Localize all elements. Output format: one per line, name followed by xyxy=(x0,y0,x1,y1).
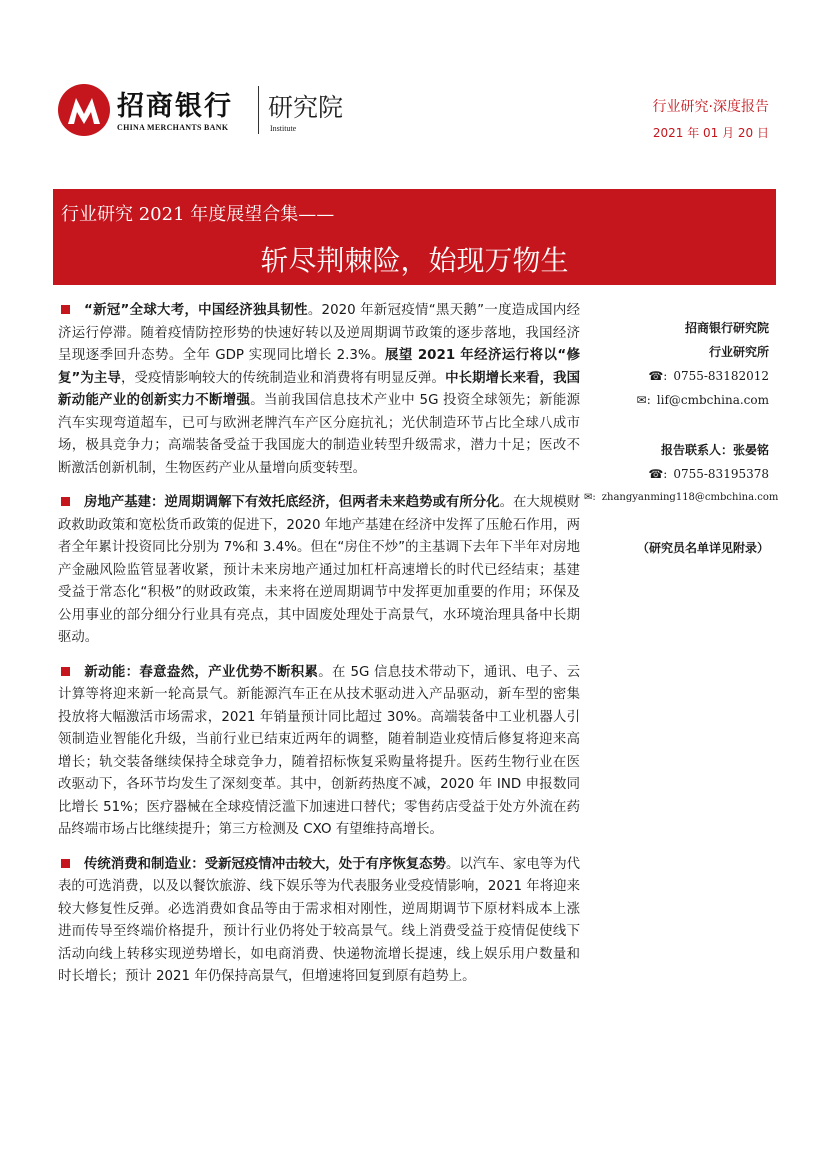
para-heading: 房地产基建：逆周期调解下有效托底经济，但两者未来趋势或有所分化 xyxy=(84,495,500,510)
main-content xyxy=(58,300,580,1001)
phone-line xyxy=(584,462,769,486)
para-heading: “新冠”全球大考，中国经济独具韧性 xyxy=(84,303,308,318)
title-banner xyxy=(53,189,776,285)
phone-line xyxy=(584,364,769,388)
brand-divider xyxy=(258,86,259,134)
para-highlight: 中长期增长来看，我国新动能产业的创新实力不断增强 xyxy=(58,370,580,408)
summary-paragraph xyxy=(58,300,580,480)
dept-name: 行业研究所 xyxy=(708,345,769,359)
institute-name-en: Institute xyxy=(270,124,297,133)
summary-paragraph xyxy=(58,854,580,989)
summary-paragraph xyxy=(58,492,580,650)
para-heading: 新动能：春意盎然，产业优势不断积累 xyxy=(84,664,319,680)
institute-name: 研究院 xyxy=(268,93,344,122)
para-text: 。在大规模财政救助政策和宽松货币政策的促进下，2020 年地产基建在经济中发挥了压舱石作用，两者全年累计投资同比分别为 7%和 3.4%。但在“房住不炒”的主基调下去年下半年对房地产金融风险监管显著收紧，预计未来房地产通过加杠杆高速增长的时代已经结束；基建受益于常态化“积极”的财政政策，未来将在逆周期调节中发挥更加重要的作用；环保及公用事业的部分细分行业具有亮点，其中固废处理处于高景气，水环境治理具备中长期驱动。 xyxy=(58,495,581,645)
appendix-note: （研究员名单详见附录） xyxy=(636,541,769,555)
brand-name: 招商银行 xyxy=(117,91,233,122)
report-date: 2021 年 01 月 20 日 xyxy=(652,126,769,140)
contact-sidebar xyxy=(584,316,779,560)
square-bullet-icon xyxy=(61,667,70,676)
para-heading: 传统消费和制造业：受新冠疫情冲击较大，处于有序恢复态势 xyxy=(84,856,446,872)
brand-name-en: CHINA MERCHANTS BANK xyxy=(117,123,229,132)
square-bullet-icon xyxy=(61,497,70,506)
para-text: ，受疫情影响较大的传统制造业和消费将有明显反弹。 xyxy=(120,370,446,386)
banner-subtitle: 行业研究 2021 年度展望合集—— xyxy=(61,204,335,225)
report-type: 行业研究·深度报告 xyxy=(652,99,769,115)
email-line xyxy=(584,486,779,510)
mail-icon: ✉: xyxy=(584,492,596,503)
summary-paragraph xyxy=(58,662,580,842)
email-link[interactable]: lif@cmbchina.com xyxy=(656,393,769,407)
org-name: 招商银行研究院 xyxy=(684,321,769,335)
para-text: 。在 5G 信息技术带动下，通讯、电子、云计算等将迎来新一轮高景气。新能源汽车正在从技术驱动进入产品驱动，新车型的密集投放将大幅激活市场需求，2021 年销量预计同比超过 30%。高端装备中工业机器人引领制造业智能化升级，当前行业已结束近两年的调整，随着制造业疫情后修复将迎来高增长；轨交装备继续保持全球竞争力，随着招标恢复采购量将提升。医药生物行业在医改驱动下，各环节均发生了深刻变革。其中，创新药热度不减，2020 年 IND 申报数同比增长 51%；医疗器械在全球疫情泛滥下加速进口替代；零售药店受益于处方外流在药品终端市场占比继续提升；第三方检测及 CXO 有望维持高增长。 xyxy=(58,664,580,837)
square-bullet-icon xyxy=(61,859,70,868)
phone-number: 0755-83182012 xyxy=(673,369,769,383)
para-text: 。以汽车、家电等为代表的可选消费，以及以餐饮旅游、线下娱乐等为代表服务业受疫情影响，2021 年将迎来较大修复性反弹。必选消费如食品等由于需求相对刚性，逆周期调节下原材料成本上涨进而传导至终端价格提升，预计行业仍将处于较高景气。线上消费受益于疫情促使线下活动向线上转移实现逆势增长，如电商消费、快递物流增长提速，线上娱乐用户数量和时长增长；预计 2021 年仍保持高景气，但增速将回复到原有趋势上。 xyxy=(58,856,581,984)
contact-person: 报告联系人：张晏铭 xyxy=(660,443,769,457)
email-line xyxy=(584,388,769,412)
bank-logo-icon xyxy=(58,84,110,136)
banner-title: 斩尽荆棘险，始现万物生 xyxy=(260,244,569,277)
phone-icon: ☎: xyxy=(648,467,668,481)
para-text: 。当前我国信息技术产业中 5G 投资全球领先；新能源汽车实现弯道超车，已可与欧洲老牌汽车产区分庭抗礼；光伏制造环节占比全球八成市场，极具竞争力；高端装备受益于我国庞大的制造业转型升级需求，潜力十足；医改不断激活创新机制，生物医药产业从量增向质变转型。 xyxy=(58,393,580,476)
square-bullet-icon xyxy=(61,305,70,314)
para-highlight: 展望 2021 年经济运行将以“修复”为主导 xyxy=(58,348,580,386)
para-text: 。2020 年新冠疫情“黑天鹅”一度造成国内经济运行停滞。随着疫情防控形势的快速好转以及逆周期调节政策的逐步落地，我国经济呈现逐季回升态势。全年 GDP 实现同比增长 2.3%。 xyxy=(58,303,580,363)
phone-number: 0755-83195378 xyxy=(673,467,769,481)
email-link[interactable]: zhangyanming118@cmbchina.com xyxy=(601,492,779,503)
phone-icon: ☎: xyxy=(648,369,668,383)
mail-icon: ✉: xyxy=(636,393,651,407)
